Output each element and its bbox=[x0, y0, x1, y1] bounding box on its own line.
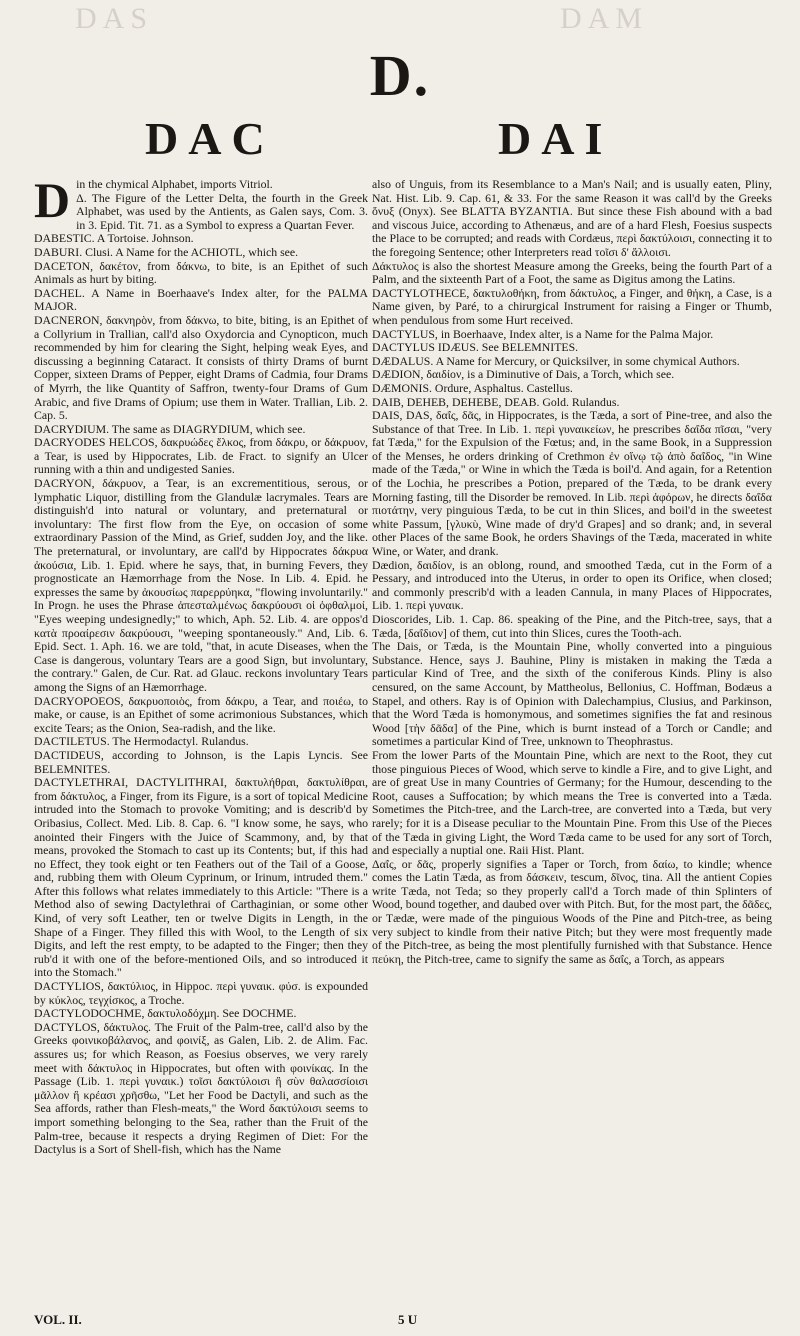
entry: From the lower Parts of the Mountain Pine, which are next to the Root, they cut those pinguious Pieces of Wood, which serve to kindle a Fire, and to give Light, and are of great Use in many Countries of Germany; for the Humour, descending to the Root, causes a Suffocation; by which means the Tree is converted into a Tæda. Sometimes the Pitch-tree, and the Larch-tree, are converted into a Tæda, but very rarely; for it is a Disease peculiar to the Mountain Pine. From this Use of the Pieces of the Tæda in giving Light, the Word Tæda came to be used for any sort of Torch, and especially a nuptial one. Raii Hist. Plant. bbox=[372, 747, 772, 858]
entry: DACTYLOTHECE, δακτυλοθήκη, from δάκτυλος, a Finger, and θήκη, a Case, is a Name given, by Paré, to a chirurgical Instrument for raising a Finger or Thumb, when pendulous from some Hurt received. bbox=[372, 285, 772, 327]
entry: DACTYLIOS, δακτύλιος, in Hippoc. περὶ γυναικ. φύσ. is expounded by κύκλος, τεγχίσκος, a Troche. bbox=[34, 979, 368, 1007]
entry-vitriol: Din the chymical Alphabet, imports Vitriol. bbox=[34, 178, 273, 228]
entry: DACTYLODOCHME, δακτυλοδόχμη. See DOCHME. bbox=[34, 1006, 297, 1021]
entry: DACETON, δακέτον, from δάκνω, to bite, is an Epithet of such Animals as hurt by biting. bbox=[34, 258, 368, 287]
left-column bbox=[34, 178, 368, 1310]
entry: Dioscorides, Lib. 1. Cap. 86. speaking of the Pine, and the Pitch-tree, says, that a Tæda, [δαΐδιον] of them, cut into thin Slices, cures the Tooth-ach. bbox=[372, 612, 772, 640]
left-running-head: DAC bbox=[145, 113, 275, 164]
entry: DAIS, DAS, δαΐς, δᾶς, in Hippocrates, is the Tæda, a sort of Pine-tree, and also the Substance of that Tree. In Lib. 1. περὶ γυναικείων, he prescribes δαΐδα πῖσαι, "very fat Tæda," for the Expulsion of the Fœtus; and, in the same Book, in a Suppression of the Menses, he orders drinking of Crethmon ἐν οἴνῳ τῷ ἀπὸ δαΐδος, "in Wine made of the Tæda," or Wine in which the Tæda is boil'd. And again, for a Retention of the Lochia, he prescribes a Potion, prepared of the Tæda, to be drank every Morning fasting, till the Disorder be removed. In Lib. περὶ ἀφόρων, he directs δαΐδα πιοτάτην, very pinguious Tæda, to be cut in thin Slices, and boil'd in the sweetest white Passum, [γλυκὺ, Wine made of dry'd Grapes] and so drank; and, in several other Places of the same Book, he orders Shavings of the Tæda, macerated in white Wine, or Water, and drank. bbox=[372, 408, 772, 559]
entry: DACTYLETHRAI, DACTYLITHRAI, δακτυλήθραι, δακτυλίθραι, from δάκτυλος, a Finger, from its Figure, is a sort of topical Medicine intruded into the Stomach to provoke Vomiting; and is describ'd by Oribasius, Collect. Med. Lib. 8. Cap. 6. "I know some, he says, who anointed their Fingers with the Juice of Scammony, and, by that means, provoked the Stomach to cast up its Contents; but, if this had no Effect, they took eight or ten Feathers out of the Tail of a Goose, and, rubbing them with Oleum Cyprinum, or Irinum, intruded them." After this follows what relates immediately to this Article: "There is a Method also of sewing Dactylethrai of Carthaginian, or some other Kind, of very soft Leather, ten or twelve Digits in Length, in the Shape of a Finger. They filled this with Wool, to the Length of six Digits, and left the rest empty, to be adapted to the Finger; then they rub'd it with one of the before-mentioned Oils, and so introduced it into the Stomach." bbox=[34, 775, 368, 980]
entry: DABESTIC. A Tortoise. Johnson. bbox=[34, 231, 194, 246]
entry: DÆDALUS. A Name for Mercury, or Quicksilver, in some chymical Authors. bbox=[372, 353, 740, 368]
volume-footer: VOL. II. bbox=[34, 1312, 82, 1327]
entry: DACTIDEUS, according to Johnson, is the Lapis Lyncis. See BELEMNITES. bbox=[34, 747, 368, 776]
entry: Δάκτυλος is also the shortest Measure among the Greeks, being the fourth Part of a Palm, and the sixteenth Part of a Foot, the same as Digitus among the Latins. bbox=[372, 258, 772, 287]
entry: DACRYON, δάκρυον, a Tear, is an excrementitious, serous, or lymphatic Liquor, distilling from the Glandulæ lacrymales. Tears are distinguish'd into natural or voluntary, and preternatural or involuntary: The first flow from the Eye, on occasion of some extraordinary Passion of the Mind, as Grief, sudden Joy, and the like. The preternatural, or involuntary, are call'd by Hippocrates δάκρυα ἀκούσια, Lib. 1. Epid. where he says, that, in burning Fevers, they prognosticate an Hæmorrhage from the Nose. In Lib. 4. Epid. he expresses the same by ἀκουσίως παρερρύηκα, "flowing involuntarily." In Progn. he uses the Phrase ἀπεσταλμένως δακρύουσι οἱ ὀφθαλμοί, "Eyes weeping undesignedly;" to which, Aph. 52. Lib. 4. are oppos'd κατὰ προαίρεσιν δακρύουσι, "weeping spontaneously." And, Lib. 6. Epid. Sect. 1. Aph. 16. we are told, "that, in acute Diseases, when the Case is dangerous, voluntary Tears are a good Sign, but involuntary, the contrary." Galen, de Cur. Rat. ad Glauc. reckons involuntary Tears among the Signs of an Hæmorrhage. bbox=[34, 476, 368, 694]
entry: Δ. The Figure of the Letter Delta, the fourth in the Greek Alphabet, was used by the Antients, as Galen says, Com. 3. in 3. Epid. Tit. 71. as a Symbol to express a Quartan Fever. bbox=[76, 190, 368, 232]
entry: DABURI. Clusi. A Name for the ACHIOTL, which see. bbox=[34, 244, 299, 259]
right-column bbox=[372, 178, 772, 1310]
bleed-through-right: DAM bbox=[560, 2, 649, 35]
entry: also of Unguis, from its Resemblance to a Man's Nail; and is usually eaten, Pliny, Nat. Hist. Lib. 9. Cap. 61, & 33. For the same Reason it was call'd by the Greeks ὄνυξ (Onyx). See BLATTA BYZANTIA. But since these Fish abound with a bad and viscous Juice, according to Athenæus, and are of a hard Flesh, Foesius suspects the Place to be corrupted; and reads with Cordæus, περὶ δακτύλοισι, connecting it to the foregoing Sentence; other Interpreters read τοῖσι δ' ἄλλοισι. bbox=[372, 178, 772, 259]
entry: DACNERON, δακνηρὸν, from δάκνω, to bite, biting, is an Epithet of a Collyrium in Trallian, call'd also Oxydorcia and Cynopticon, much recommended by him for clearing the Sight, helping weak Eyes, and discussing a beginning Cataract. It consists of thirty Drams of burnt Copper, sixteen Drams of Pepper, eight Drams of Cadmia, four Drams of Myrrh, the like Quantity of Saffron, twenty-four Drams of Gum Arabic, and five Drams of Opium; use them in Water. Trallian, Lib. 2. Cap. 5. bbox=[34, 312, 368, 423]
entry: DACRYODES HELCOS, δακρυώδες ἕλκος, from δάκρυ, or δάκρυον, a Tear, is used by Hippocrates, Lib. de Fract. to signify an Ulcer running with a thin and undigested Sanies. bbox=[34, 435, 368, 477]
entry: DAIB, DEHEB, DEHEBE, DEAB. Gold. Rulandus. bbox=[372, 394, 620, 409]
entry: DÆDION, δαιδίον, is a Diminutive of Dais, a Torch, which see. bbox=[372, 367, 675, 382]
bleed-through-header bbox=[0, 0, 800, 40]
entry: Δαΐς, or δᾶς, properly signifies a Taper or Torch, from δαίω, to kindle; whence comes the Latin Tæda, as from δάσκειν, tescum, δῖνος, tina. All the antient Copies write Tæda, not Teda; so they properly call'd a Torch made of thin Splinters of Wood, bound together, and daubed over with Pitch. But, for the most part, the δᾶδες, or Tædæ, were made of the pinguious Woods of the Pine and Pitch-tree, as being very subject to kindle from their native Pitch; but they were most frequently made of the Pitch-tree, as being the most plentifully furnished with that Substance. Hence πεύκη, the Pitch-tree, came to signify the same as δαΐς, a Torch, as appears bbox=[372, 856, 772, 966]
entry: DACTILETUS. The Hermodactyl. Rulandus. bbox=[34, 734, 249, 749]
entry: DACTYLOS, δάκτυλος. The Fruit of the Palm-tree, call'd also by the Greeks φοινικοβάλανος, and φοινίξ, as Galen, Lib. 2. de Alim. Fac. assures us; for which Reason, as Foesius observes, we very rarely meet with δάκτυλος in Hippocrates, but often with φοινίκας. In the Passage (Lib. 1. περὶ γυναικ.) τοῖσι δακτύλοισι ἢ σὺν θαλασσίοισι μᾶλλον ἢ κρέασι χρῆσθω, "Let her Food be Dactyli, and such as the Sea affords, rather than Flesh-meats," the Word δακτύλοισι seems to import something belonging to the Sea, rather than the Fruit of the Palm-tree, because it respects a drying Regimen of Diet: For the Dactylus is a Sort of Shell-fish, which has the Name bbox=[34, 1019, 368, 1157]
entry: DACTYLUS IDÆUS. See BELEMNITES. bbox=[372, 340, 579, 355]
drop-cap: D bbox=[34, 178, 71, 228]
entry: DACHEL. A Name in Boerhaave's Index alter, for the PALMA MAJOR. bbox=[34, 285, 368, 314]
entry: The Dais, or Tæda, is the Mountain Pine, wholly converted into a pinguious Substance. Hence, says J. Bauhine, Pliny is mistaken in making the Tæda a particular Kind of Tree, and the sixth of the coniferous Kinds. Pliny is also censured, on the same Account, by Mattheolus, Bellonius, C. Hoffman, Bodæus a Stapel, and others. Ray is of Opinion with Dalechampius, Clusius, and Parkinson, that the Word Tæda is homonymous, and sometimes signifies the fat and resinous Wood [τὴν δᾶδα] of the Pine, which is burnt instead of a Torch or Candle; and sometimes a particular Kind of Tree, unknown to Theophrastus. bbox=[372, 639, 772, 749]
entry: Dædion, δαιδίον, is an oblong, round, and smoothed Tæda, cut in the Form of a Pessary, and introduced into the Uterus, in order to open its Orifice, when closed; and commonly prescrib'd with a leaden Cannula, in many Places of Hippocrates, Lib. 1. περὶ γυναικ. bbox=[372, 557, 772, 613]
bleed-through-left: DAS bbox=[75, 2, 154, 35]
entry: DÆMONIS. Ordure, Asphaltus. Castellus. bbox=[372, 380, 573, 395]
section-letter: D. bbox=[369, 43, 431, 108]
right-running-head: DAI bbox=[498, 113, 613, 164]
entry: DACRYDIUM. The same as DIAGRYDIUM, which see. bbox=[34, 421, 306, 436]
signature-mark: 5 U bbox=[398, 1312, 418, 1327]
entry: DACRYOPOEOS, δακρυοποιὸς, from δάκρυ, a Tear, and ποιέω, to make, or cause, is an Epithet of some acrimonious Substances, which excite Tears; as the Onion, Sea-radish, and the like. bbox=[34, 693, 368, 735]
entry: DACTYLUS, in Boerhaave, Index alter, is a Name for the Palma Major. bbox=[372, 326, 714, 341]
